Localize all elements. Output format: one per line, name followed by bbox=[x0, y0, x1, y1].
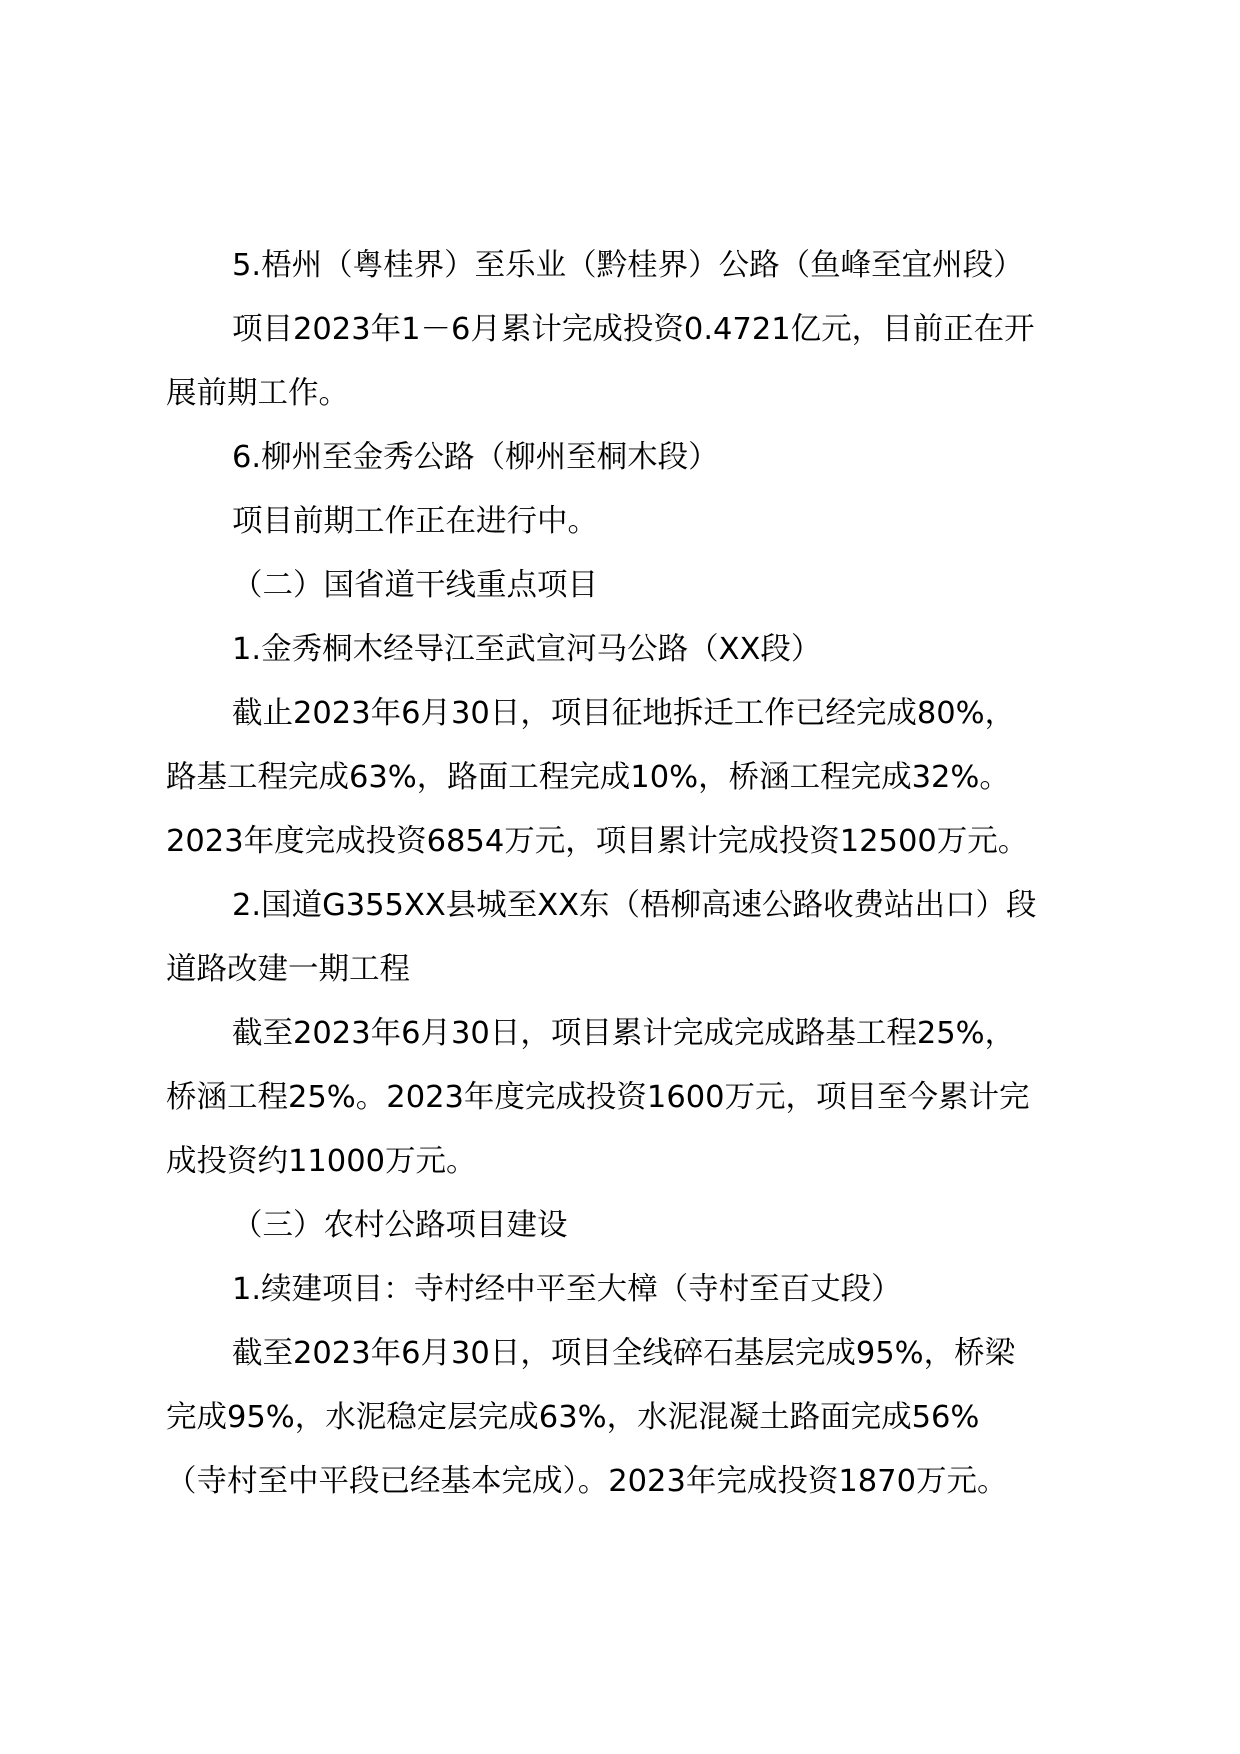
paragraph-line: 桥涵工程25%。2023年度完成投资1600万元，项目至今累计完 bbox=[166, 1080, 1030, 1115]
paragraph-line: 完成95%，水泥稳定层完成63%，水泥混凝土路面完成56% bbox=[166, 1400, 980, 1435]
heading-item-2: 2.国道G355XX县城至XX东（梧柳高速公路收费站出口）段 bbox=[232, 888, 1037, 923]
section-heading-3: （三）农村公路项目建设 bbox=[232, 1208, 568, 1243]
paragraph-line: 截至2023年6月30日，项目全线碎石基层完成95%，桥梁 bbox=[232, 1336, 1016, 1371]
paragraph-line: （寺村至中平段已经基本完成）。2023年完成投资1870万元。 bbox=[166, 1464, 1008, 1499]
paragraph-line: 成投资约11000万元。 bbox=[166, 1144, 477, 1179]
heading-project-5: 5.梧州（粤桂界）至乐业（黔桂界）公路（鱼峰至宜州段） bbox=[232, 248, 1024, 283]
paragraph-line: 截止2023年6月30日，项目征地拆迁工作已经完成80%， bbox=[232, 696, 1016, 731]
paragraph-line: 截至2023年6月30日，项目累计完成完成路基工程25%， bbox=[232, 1016, 1016, 1051]
section-heading-2: （二）国省道干线重点项目 bbox=[232, 568, 598, 603]
paragraph-line: 项目2023年1－6月累计完成投资0.4721亿元，目前正在开 bbox=[232, 312, 1035, 347]
heading-item-1-continuing: 1.续建项目：寺村经中平至大樟（寺村至百丈段） bbox=[232, 1272, 902, 1307]
paragraph-line: 路基工程完成63%，路面工程完成10%，桥涵工程完成32%。 bbox=[166, 760, 1010, 795]
heading-item-1: 1.金秀桐木经导江至武宣河马公路（XX段） bbox=[232, 632, 822, 667]
heading-project-6: 6.柳州至金秀公路（柳州至桐木段） bbox=[232, 440, 719, 475]
paragraph-line: 项目前期工作正在进行中。 bbox=[232, 504, 598, 539]
document-body bbox=[166, 234, 1116, 1514]
paragraph-line: 展前期工作。 bbox=[166, 376, 349, 411]
paragraph-line: 2023年度完成投资6854万元，项目累计完成投资12500万元。 bbox=[166, 824, 1029, 859]
heading-item-2-continued: 道路改建一期工程 bbox=[166, 952, 410, 987]
